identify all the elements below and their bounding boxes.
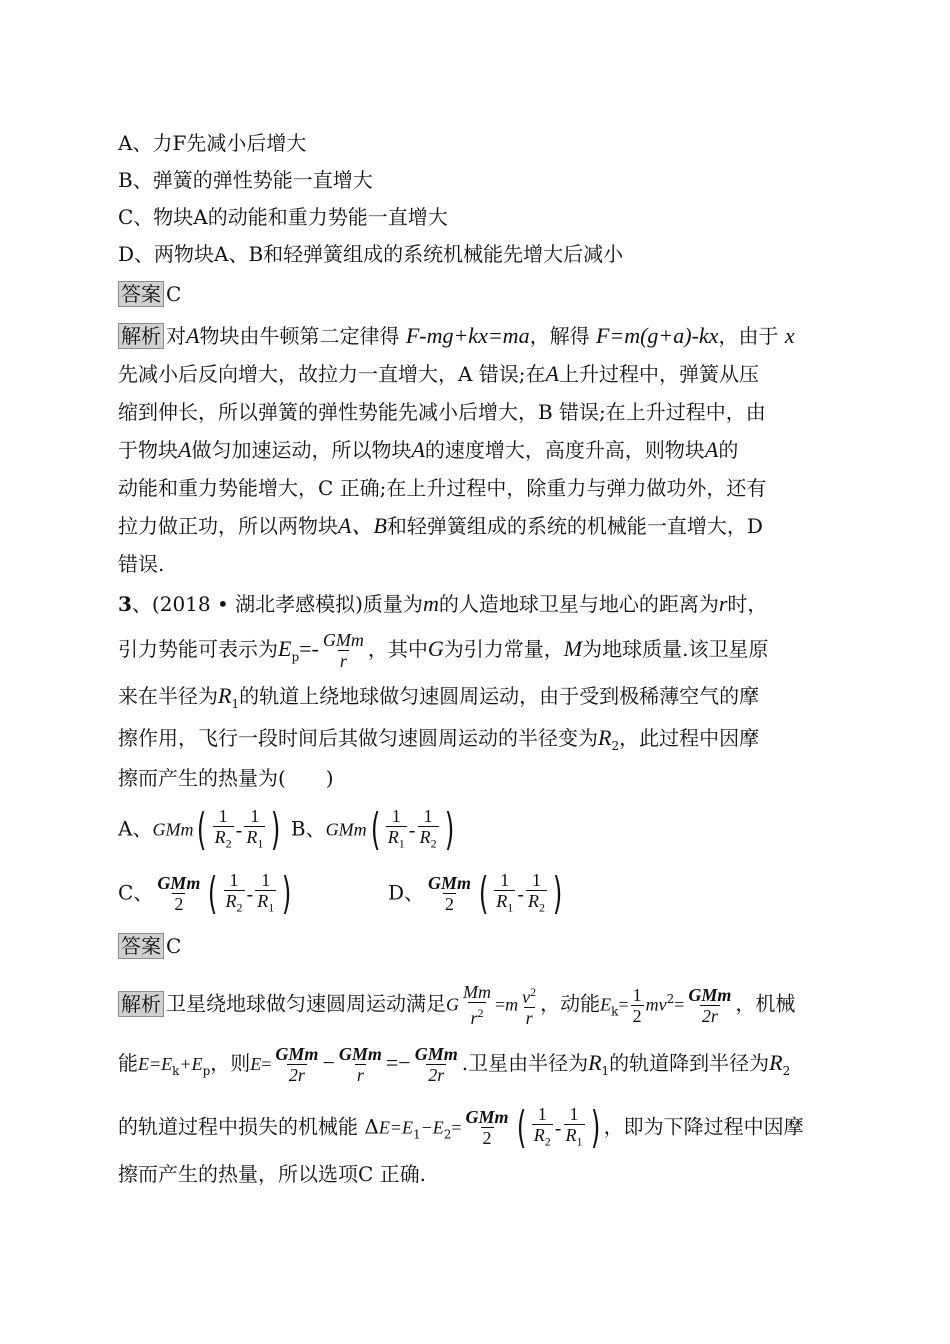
analysis-tag: 解析 [118, 323, 164, 349]
q3-option-c: C、 $\frac{\text{GMm}}{2}$ ( $\frac{1}{R_2}$ - $\frac{1}{R_1}$ ) [118, 867, 292, 919]
answer-row-q2 [118, 280, 181, 308]
answer-tag: 答案 [118, 933, 164, 959]
paren-expression: ( $\frac{1}{R_1}$ - $\frac{1}{R_2}$ ) [370, 803, 454, 855]
option-b: B、弹簧的弹性势能一直增大 [118, 168, 373, 192]
analysis-tag: 解析 [118, 991, 164, 1017]
q3-analysis-line-2: 能$E=E_k+E_p$，则E= $\frac{\text{GMm}}{2r}$ − $\frac{\text{GMm}}{r}$ =− $\frac{\text{GMm}}{2r}$ .卫星由半径为$R_1$的轨道降到半径为$R_2$ [118, 1044, 791, 1085]
analysis-line-5: 动能和重力势能增大，C 正确;在上升过程中，除重力与弹力做功外，还有 [118, 476, 767, 500]
option-c: C、物块A的动能和重力势能一直增大 [118, 205, 448, 229]
q3-line-1: 3、(2018 • 湖北孝感模拟)质量为m的人造地球卫星与地心的距离为r时， [118, 591, 768, 616]
answer-value: C [166, 282, 182, 306]
analysis-line-3: 缩到伸长，所以弹簧的弹性势能先减小后增大，B 错误;在上升过程中，由 [118, 400, 766, 424]
q3-analysis-line-1: 解析 卫星绕地球做匀速圆周运动满足G $\frac{Mm}{r^2}$ =m $\frac{v^2}{r}$ ，动能$E_k=$ $\frac{1}{2}$ $mv^2=$ $\frac{\text{GMm}}{2r}$ ，机械 [118, 982, 795, 1028]
q3-analysis-line-3: 的轨道过程中损失的机械能 $\Delta E=E_1-E_2=$ $\frac{\text{GMm}}{2}$ ( $\frac{1}{R_2}$ - $\frac{1}{R_1}$ ) ，即为下降过程中因摩 [118, 1101, 804, 1153]
answer-row-q3 [118, 932, 181, 960]
q3-line-4: 擦作用，飞行一段时间后其做匀速圆周运动的半径变为$R_2$，此过程中因摩 [118, 725, 760, 753]
q3-analysis-line-4: 擦而产生的热量，所以选项C 正确. [118, 1162, 427, 1186]
option-d: D、两物块A、B和轻弹簧组成的系统机械能先增大后减小 [118, 242, 624, 266]
analysis-line-2: 先减小后反向增大，故拉力一直增大，A 错误;在A上升过程中，弹簧从压 [118, 361, 759, 386]
analysis-line-6: 拉力做正功，所以两物块A、B和轻弹簧组成的系统的机械能一直增大，D [118, 513, 763, 538]
analysis-line-4: 于物块A做匀加速运动，所以物块A的速度增大，高度升高，则物块A的 [118, 437, 739, 462]
answer-tag: 答案 [118, 281, 164, 307]
paren-expression: ( $\frac{1}{R_2}$ - $\frac{1}{R_1}$ ) [197, 803, 281, 855]
q3-line-2: 引力势能可表示为$E_p=-$ $\frac{\text{GMm}}{r}$ ，其中G为引力常量，M为地球质量.该卫星原 [118, 630, 769, 671]
analysis-line-1: 解析 对A物块由牛顿第二定律得 F-mg+kx=ma，解得 F=m(g+a)-kx，由于 x [118, 322, 795, 350]
option-a: A、力F先减小后增大 [118, 131, 307, 155]
fraction: $\frac{\text{GMm}}{r}$ [322, 630, 364, 671]
q3-line-3: 来在半径为$R_1$的轨道上绕地球做匀速圆周运动，由于受到极稀薄空气的摩 [118, 683, 760, 711]
q3-line-5: 擦而产生的热量为( ) [118, 766, 334, 790]
answer-value: C [166, 934, 182, 958]
analysis-line-7: 错误. [118, 552, 165, 576]
q3-option-d: D、 $\frac{\text{GMm}}{2}$ ( $\frac{1}{R_1}$ - $\frac{1}{R_2}$ ) [388, 867, 563, 919]
q3-options-ab: A、GMm ( $\frac{1}{R_2}$ - $\frac{1}{R_1}$ ) B、GMm ( $\frac{1}{R_1}$ - $\frac{1}{R_2}$ ) [118, 806, 458, 854]
